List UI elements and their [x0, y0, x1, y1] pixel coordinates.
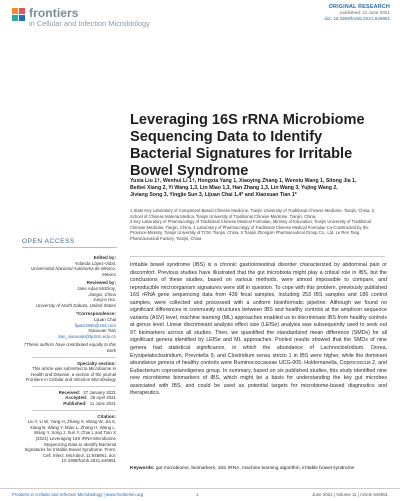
received-date: 27 January 2021 — [83, 389, 116, 395]
published-date: 11 June 2021 — [89, 401, 116, 407]
article-title: Leveraging 16S rRNA Microbiome Sequencing Data to Identify Bacterial Signatures for Irritable Bowel Syndrome — [130, 112, 365, 179]
journal-logo — [12, 6, 202, 30]
reviewed-by-label: Reviewed by: — [86, 280, 116, 286]
divider — [32, 386, 116, 387]
email-link[interactable]: lijuan1936@163.com — [74, 322, 116, 328]
published-label: Published: — [63, 401, 87, 407]
divider — [32, 357, 116, 358]
frontiers-logo-icon — [12, 8, 26, 22]
open-access-label: OPEN ACCESS — [22, 238, 75, 245]
doi-link[interactable]: doi: 10.3389/fcimb.2021.646951 — [324, 16, 390, 21]
frontiers-wordmark: frontiers — [29, 6, 79, 20]
divider — [130, 256, 385, 257]
open-access-box — [22, 238, 117, 251]
published-row — [22, 401, 116, 407]
specialty-text: This article was submitted to Microbiome in Health and Disease, a section of the journal Frontiers in Cellular and Infection Microbiology — [25, 366, 116, 383]
affiliation-text: 3 Key Laboratory of Pharmacology of Traditional Chinese Medical Formulae, Ministry of Education, Tianjin University of Traditional Chinese Medicine, Tianjin, China, 4 Laboratory of Pharmacology of Traditional Chinese Medical Formulae Co-Constructed by the Province-Ministry, Tianjin University of TCM, Tianjin, China, 5 Tianjin Zhongxin Pharmaceutical Group Co., Ltd. Le Ren Tang Pharmaceutical Factory, Tianjin, China — [130, 219, 371, 241]
abstract-text: Irritable bowel syndrome (IBS) is a chronic gastrointestinal disorder characterized by abdominal pain or discomfort. Previous studies have illustrated that the gut microbiota might play a critical role in IBS, but the conclusions of these studies, based on various methods, were almost impossible to compare, and reproducible microorganism signatures were still in question. To cope with this problem, previously published 16S rRNA gene sequencing data from 439 fecal samples, including 253 IBS samples and 186 control samples, were collected and processed with a uniform bioinformatic pipeline. Although we found no significant differences in community structures between IBS and healthy controls at the amplicon sequence variants (ASV) level, machine learning (ML) approaches enabled us to discriminate IBS from healthy controls at genus level. Linear discriminant analysis effect size (LEfSe) analysis was subsequently used to seek out 97 biomarkers across all studies. Then, we quantified the standardized mean difference (SMDs) for all significant genera identified by LEfSe and ML approaches. Pooled results showed that the SMDs of nine genera had statistical significance, in which the abundance of Lachnoclostridium, Dorea, Erysipelatoclostridium, Prevotella 9, and Clostridium sensu stricto 1 in IBS were higher, while the dominant abundance genera of healthy controls were Ruminococcaceae UCG-005, Holdemanella, Coprococcus 2, and Eubacterium coprostanoligenes group. In summary, based on six published studies, this study identified nine new microbiome biomarkers of IBS, which might be a basis for understanding the key gut microbes associated with IBS, and could be used as potential targets for microbiome-based diagnostics and therapeutics. — [130, 262, 387, 397]
footer-issue-info: June 2021 | Volume 11 | Article 646951 — [312, 492, 388, 497]
reviewer-name: Jane Adair McElroy, — [77, 285, 116, 291]
divider — [32, 410, 116, 411]
email-link[interactable]: tian_xiaoxuan@tjutcm.edu.cn — [58, 333, 116, 339]
corresponding-author: Xiaoxuan Tian — [88, 328, 116, 334]
accepted-label: Accepted: — [65, 395, 88, 401]
author-list — [130, 178, 385, 200]
edited-by-label: Edited by: — [93, 255, 116, 260]
footer-journal-link[interactable]: Frontiers in Cellular and Infection Microbiology | www.frontiersin.org — [12, 492, 144, 497]
corresponding-author: Lijuan Chai — [94, 316, 116, 322]
reviewer-affiliation: University of North Dakota, United States — [35, 302, 116, 308]
equal-contribution-note: †These authors have contributed equally to this work — [23, 342, 116, 353]
page-footer — [0, 488, 400, 501]
keywords-text: gut microbiome, biomarkers, 16S rRNA, machine learning algorithm, irritable bowel syndrome — [155, 466, 355, 471]
divider — [22, 247, 117, 248]
article-meta — [324, 4, 390, 22]
accepted-date: 26 April 2021 — [90, 395, 116, 401]
received-label: Received: — [58, 389, 81, 395]
article-type: ORIGINAL RESEARCH — [328, 4, 390, 10]
editor-affiliation: Universidad Nacional Autónoma de México, Mexico — [30, 266, 116, 277]
author-line: Beibei Xiang 2, Yi Wang 1,3, Lin Miao 1,3, Han Zhang 1,3, Lin Wang 3, Yujing Wang 2, — [130, 185, 338, 192]
author-line: Jiviang Song 3, Yingjie Sun 3, Lijuan Chai 1,4* and Xiaoxuan Tian 1* — [130, 192, 297, 199]
journal-name: in Cellular and Infection Microbiology — [29, 19, 150, 28]
citation-text: Liu Y, Li W, Yang H, Zhang X, Wang W, Jia S, Xiang B, Wang Y, Miao L, Zhang H, Wang L, Wang Y, Song J, Sun Y, Chai L and Tian X (2021) Leveraging 16S rRNA Microbiome Sequencing Data to Identify Bacterial Signatures for Irritable Bowel Syndrome. Front. Cell. Infect. Microbiol. 11:646951. doi: 10.3389/fcimb.2021.646951 — [24, 419, 116, 464]
keywords-line — [130, 466, 387, 471]
keywords-label: Keywords: — [130, 466, 155, 471]
editor-name: Yolanda López-Vidal, — [74, 260, 116, 266]
citation-label: Citation: — [97, 413, 116, 419]
article-sidebar — [22, 252, 116, 464]
author-line: Yuxia Liu 1†, Wenhui Li 1†, Hongxia Yang 1, Xiaoying Zhang 1, Wenxiu Wang 1, Sitong Jia 1, — [130, 178, 357, 184]
reviewer-affiliation: Jiangxi, China — [88, 291, 116, 297]
reviewer-name: Jung-a Hur, — [93, 297, 116, 303]
specialty-label: Specialty section: — [76, 360, 116, 366]
affiliations — [130, 208, 385, 241]
affiliation-text: 1 State Key Laboratory of Component-Based Chinese Medicine, Tianjin University of Traditional Chinese Medicine, Tianjin, China, 2 School of Chinese Materia Medica, Tianjin University of Traditional Chinese Medicine, Tianjin, China, — [130, 208, 374, 219]
published-line: published: 11 June 2021 — [340, 10, 390, 15]
page-number: 1 — [196, 492, 199, 497]
correspondence-label: *Correspondence: — [76, 311, 116, 317]
